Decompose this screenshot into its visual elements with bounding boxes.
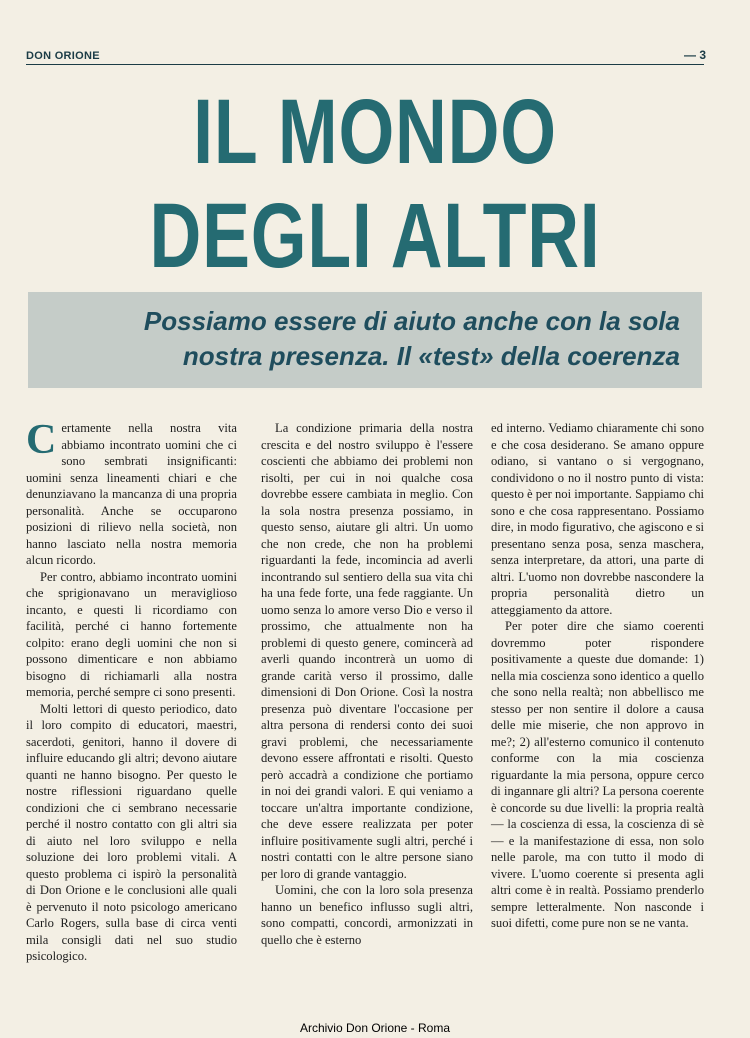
column-2 [261,420,473,948]
column-1 [26,417,237,965]
paragraph: Uomini, che con la loro sola presenza hanno un benefico influsso sugli altri, sono compatti, concordi, armonizzati in quello che è esterno [261,883,473,947]
page-number: — 3 [683,48,706,62]
drop-cap: C [26,417,57,463]
subtitle-line-2: nostra presenza. Il «test» della coerenza [182,341,680,371]
running-head: DON ORIONE [26,50,100,62]
paragraph: ed interno. Vediamo chiaramente chi sono e che cosa desiderano. Se amano oppure odiano, si vantano o si vergognano, condividono o no il nostro punto di vista: questo è per noi importante. Sappiamo chi sono e che cosa rappresentano. Possiamo dire, in modo figurativo, che agiscono e si presentano senza posa, senza maschera, senza interpretare, da attori, una parte di altri. L'uomo non dovrebbe nascondere la propria personalità dietro un atteggiamento da attore. [491,421,704,617]
paragraph: La condizione primaria della nostra crescita e del nostro sviluppo è l'essere coscienti che abbiamo dei problemi non risolti, per cui in noi qualche cosa dovrebbe essere cambiata in meglio. Con la sola nostra presenza possiamo, in questo senso, aiutare gli altri. Un uomo che non crede, che non ha problemi riguardanti la fede, incomincia ad averli incontrando sul sentiero della sua vita chi ha una fede forte, una fede raggiante. Un uomo senza lo amore verso Dio e verso il prossimo, che attualmente non ha problemi di questo genere, comincerà ad averli quando incontrerà un uomo di grande carità verso il prossimo, dalle dimensioni di Don Orione. Così la nostra presenza può diventare l'occasione per altra persona di rendersi conto dei suoi gravi problemi, che necessariamente devono essere affrontati e risolti. Questo però accadrà a condizione che portiamo in noi dei grandi valori. E qui veniamo a toccare un'altra importante condizione, che deve essere realizzata per poter influire positivamente sugli altri, perché i nostri contatti con le altre persone siano per loro di grande vantaggio. [261,421,473,881]
subtitle-line-1: Possiamo essere di aiuto anche con la sola [143,306,680,336]
paragraph-text: ertamente nella nostra vita abbiamo incontrato uomini che ci sono sembrati insignificanti: uomini senza lineamenti chiari e che denunziavano la mancanza di una propria personalità. Anche se occuparono posizioni di rilievo nella società, non hanno lasciato nella nostra memoria alcun ricordo. [26,421,237,567]
paragraph [26,417,237,569]
subtitle [28,304,680,374]
article-title-line-1: IL MONDO [193,81,557,183]
paragraph: Per poter dire che siamo coerenti dovremmo poter rispondere positivamente a queste due domande: 1) nella mia coscienza sono identico a quello che sono nella realtà; non abbellisco me stesso per non sentire il dolore a causa delle mie miserie, che non approvo in me?; 2) all'esterno comunico il contenuto conforme con la mia coscienza riguardante la mia persona, oppure cerco di ingannare gli altri? La persona coerente è concorde su due livelli: la propria realtà — la coscienza di essa, la coscienza di sè — e la manifestazione di essa, non solo nelle parole, ma con tutto il modo di vivere. L'uomo coerente si presenta agli altri come è in realtà. Possiamo prenderlo sempre letteralmente. Non nasconde i suoi difetti, come pure non se ne vanta. [491,619,704,930]
paragraph: Molti lettori di questo periodico, dato il loro compito di educatori, maestri, sacerdoti, genitori, hanno il dovere di influire educando gli altri; devono aiutare quanti ne hanno bisogno. Per questo le nostre riflessioni riguardano quelle condizioni che ci sembrano necessarie perché il nostro contatto con gli altri sia di aiuto nel loro sviluppo e nella soluzione dei loro problemi vitali. A questo problema ci ispirò la personalità di Don Orione e le conclusioni alle quali è pervenuto il noto psicologo americano Carlo Rogers, sulla base di circa venti mila consigli dati nel suo studio psicologico. [26,701,237,963]
column-3 [491,420,704,932]
paragraph: Per contro, abbiamo incontrato uomini che sprigionavano un meraviglioso incanto, e questi li ricordiamo con facilità, perché ci hanno fortemente colpito: erano degli uomini che non si possono dimenticare e non abbiamo bisogno di richiamarli alla nostra memoria, perché sempre ci sono presenti. [26,569,237,699]
article-title-line-2: DEGLI ALTRI [149,185,601,287]
archive-footer: Archivio Don Orione - Roma [299,1021,451,1035]
header-rule [26,64,704,65]
